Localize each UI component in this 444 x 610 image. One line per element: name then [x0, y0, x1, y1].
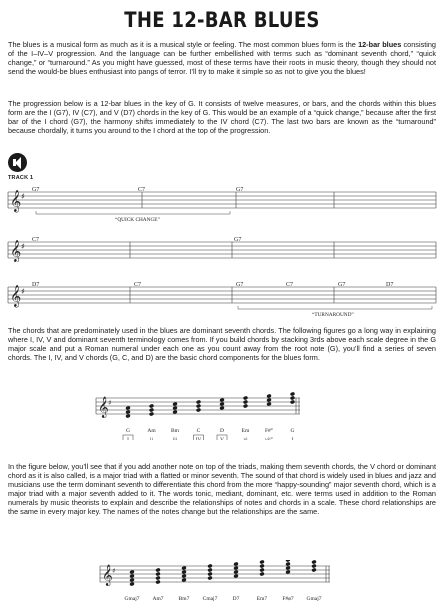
notehead [125, 406, 130, 411]
staff-2 [0, 232, 444, 262]
notehead [285, 570, 290, 575]
track-label: TRACK 1 [8, 175, 33, 181]
notehead [172, 402, 177, 407]
chord-symbol: C7 [32, 237, 39, 243]
notehead [181, 570, 186, 575]
notehead [233, 570, 238, 575]
key-signature-sharp-icon: ♯ [112, 567, 115, 575]
notehead [243, 400, 248, 405]
key-signature-sharp-icon: ♯ [108, 399, 111, 407]
chord-symbol: G7 [236, 187, 243, 193]
treble-clef-icon: 𝄞 [98, 397, 109, 418]
notehead [149, 412, 154, 417]
chord-name-label: Em7 [257, 596, 268, 602]
key-signature-sharp-icon: ♯ [21, 192, 25, 201]
page-title: THE 12-BAR BLUES [31, 8, 413, 32]
notehead [243, 404, 248, 409]
chord-symbol: D7 [32, 282, 39, 288]
notehead [266, 398, 271, 403]
notehead [219, 406, 224, 411]
notehead [181, 574, 186, 579]
chord-name-label: G [126, 428, 130, 434]
track-marker [8, 153, 33, 181]
chord-name-label: D7 [233, 596, 240, 602]
chord-name-label: Bm [171, 428, 180, 434]
chord-symbol: C7 [134, 282, 141, 288]
notehead [149, 404, 154, 409]
chord-symbol: D7 [386, 282, 393, 288]
dominant-paragraph: The chords that are predominately used in the blues are dominant seventh chords. The following figures go a long way in explaining where I, IV, V and dominant seventh terminology comes from. If you build chords by stacking 3rds above each scale degree in the G major scale and put a Roman numeral under each one as you count away from the root note (G), you’ll find a series of seven chords. The I, IV, and V chords (G, C, and D) are the basic chord components for the blues form. [8, 327, 436, 363]
triads-figure [0, 390, 444, 440]
quick-change-bracket [36, 211, 230, 214]
turnaround-bracket [238, 306, 432, 309]
chord-name-label: Bm7 [179, 596, 190, 602]
roman-numeral: vii° [265, 436, 273, 440]
notehead [172, 406, 177, 411]
chord-symbol: G7 [338, 282, 345, 288]
roman-numeral: vi [243, 437, 248, 440]
seventh-paragraph: In the figure below, you’ll see that if you add another note on top of the triads, making them seventh chords, the V chord or dominant chord as it is also called, is a major triad with a flatted or minor seventh. The sound of that chord is widely used in blues and jazz and musicians use the term dominant seventh to differentiate this chord from the more “happy-sounding” major seventh chord, which is a major triad with a major seventh added to it. The words tonic, mediant, dominant, etc. were terms used in addition to the Roman numerals by music theorists to explain and describe the relationships of notes and chords in a scale. These chord relationships are the same in every major key. The names of the notes change but the relationships are the same. [8, 463, 436, 516]
notehead [207, 572, 212, 577]
staff-3 [0, 277, 444, 317]
quick-change-label: “QUICK CHANGE” [115, 216, 161, 222]
chord-symbol: G7 [234, 237, 241, 243]
notehead [311, 568, 316, 573]
treble-clef-icon: 𝄞 [10, 190, 21, 213]
notehead [290, 396, 295, 401]
notehead [259, 568, 264, 573]
notehead [259, 572, 264, 577]
notehead [181, 566, 186, 571]
chord-name-label: Am [147, 428, 156, 434]
notehead [290, 400, 295, 405]
roman-numeral: ii [150, 437, 153, 440]
notehead [233, 566, 238, 571]
intro-bold-term: 12-bar blues [358, 40, 401, 49]
notehead [233, 562, 238, 567]
notehead [219, 402, 224, 407]
chord-name-label: G [291, 428, 295, 434]
treble-clef-icon: 𝄞 [10, 240, 21, 262]
notehead [311, 560, 316, 564]
notehead [290, 392, 295, 397]
notehead [172, 410, 177, 415]
notehead [243, 396, 248, 401]
turnaround-label: “TURNAROUND” [312, 311, 354, 317]
roman-numeral: I [127, 437, 129, 440]
notehead [207, 568, 212, 573]
chord-name-label: D [220, 428, 224, 434]
roman-numeral: I [292, 437, 294, 440]
roman-numeral: V [220, 437, 224, 440]
intro-text-2: consisting of the I–IV–V progression. And the language can be further embellished with terms such as “dominant seventh chord,” “quick change,” or “turnaround.” As you might have guessed, most of these terms have their roots in music theory, though they should not send the would-be blues enthusiast into pangs of terror. I’ll try to make it simple so as not to give you the blues! [8, 40, 436, 76]
notehead [233, 574, 238, 579]
notehead [259, 564, 264, 569]
chord-symbol: C7 [286, 282, 293, 288]
chord-name-label: Em [242, 428, 250, 434]
sevenths-figure [0, 560, 444, 610]
chord-name-label: F#ø7 [282, 596, 294, 602]
notehead [259, 560, 264, 564]
roman-numeral: iii [173, 437, 178, 440]
notehead [155, 568, 160, 573]
notehead [266, 402, 271, 407]
intro-text-1: The blues is a musical form as much as it is a musical style or feeling. The most common blues form is the [8, 40, 358, 49]
chord-name-label: Cmaj7 [203, 596, 218, 602]
treble-clef-icon: 𝄞 [10, 285, 21, 308]
notehead [207, 564, 212, 569]
notehead [155, 580, 160, 585]
chord-name-label: F#° [265, 427, 273, 434]
key-signature-sharp-icon: ♯ [21, 287, 25, 296]
notehead [196, 400, 201, 405]
notehead [196, 408, 201, 413]
notehead [266, 394, 271, 399]
notehead [129, 570, 134, 575]
chord-symbol: G7 [32, 187, 39, 193]
notehead [149, 408, 154, 413]
notehead [155, 572, 160, 577]
key-signature-sharp-icon: ♯ [21, 242, 25, 251]
roman-numeral: IV [196, 437, 202, 440]
chord-symbol: G7 [236, 282, 243, 288]
notehead [125, 410, 130, 415]
chord-name-label: Gmaj7 [307, 596, 322, 602]
staff-1 [0, 182, 444, 222]
chord-symbol: C7 [138, 187, 145, 193]
notehead [125, 414, 130, 419]
notehead [181, 578, 186, 583]
notehead [207, 576, 212, 581]
notehead [129, 582, 134, 587]
notehead [196, 404, 201, 409]
treble-clef-icon: 𝄞 [102, 565, 113, 586]
notehead [285, 560, 290, 562]
chord-name-label: Am7 [153, 596, 164, 602]
notehead [129, 578, 134, 583]
notehead [285, 566, 290, 571]
notehead [219, 398, 224, 403]
chord-name-label: Gmaj7 [125, 596, 140, 602]
notehead [155, 576, 160, 581]
notehead [129, 574, 134, 579]
notehead [311, 564, 316, 569]
intro-paragraph [8, 41, 436, 77]
progression-paragraph: The progression below is a 12-bar blues in the key of G. It consists of twelve measures, or bars, and the chords within this blues form are the I (G7), IV (C7), and V (D7) chords in the key of G. This would be an example of a “quick change,” because after the first bar of the I chord (G7), the harmony shifts immediately to the IV chord (C7). The last two bars are known as the “turnaround” because chordally, it turns you around to the I chord at the top of the progression. [8, 100, 436, 136]
notehead [285, 562, 290, 567]
chord-name-label: C [197, 428, 201, 434]
audio-speaker-icon [8, 153, 27, 172]
